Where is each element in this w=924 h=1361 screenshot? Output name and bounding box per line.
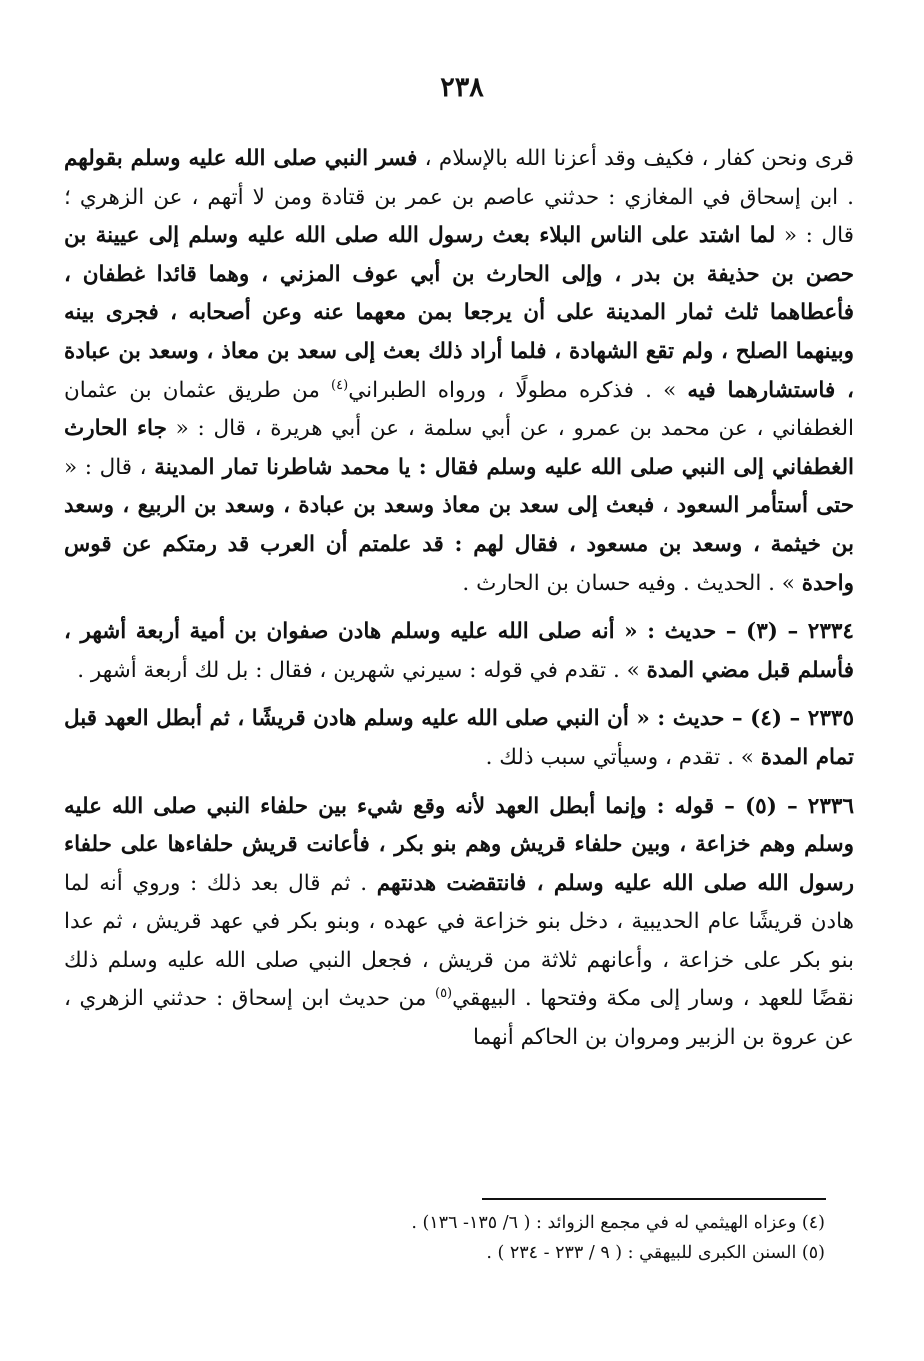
paragraph-1: [64, 140, 854, 603]
bold-text-run: لما اشتد على الناس البلاء بعث رسول الله صلى الله عليه وسلم إلى عيينة بن حصن بن حذيفة بن بدر ، وإلى الحارث بن أبي عوف المزني ، وهما قائدا غطفان ، فأعطاهما ثلث ثمار المدينة على أن يرجعا بمن معهما عنه وعن أصحابه ، فجرى بينه وبينهما الصلح ، ولم تقع الشهادة ، فلما أراد ذلك بعث إلى سعد بن معاذ ، وسعد بن عبادة ، فاستشارهما فيه: [64, 223, 854, 403]
bold-text-run: أن النبي صلى الله عليه وسلم هادن قريشًا ، ثم أبطل العهد قبل تمام المدة: [64, 706, 854, 770]
main-text: [64, 140, 854, 1058]
text-run: » . الحديث . وفيه حسان بن الحارث .: [462, 570, 802, 596]
text-run: . ثم قال بعد ذلك : وروي أنه لما هادن قريشًا عام الحديبية ، دخل بنو خزاعة في عهده ، وبنو بكر في عهد قريش ، ثم عدا بنو بكر على خزاعة ، وأعانهم ثلاثة من قريش ، فجعل النبي صلى الله عليه وسلم ذلك نقضًا للعهد ، وسار إلى مكة وفتحها . البيهقي: [64, 870, 855, 1012]
text-run: ، قال : «: [64, 454, 155, 480]
footnote-4: (٤) وعزاه الهيثمي له في مجمع الزوائد : ( ٦/ ١٣٥- ١٣٦) .: [411, 1213, 825, 1233]
bold-text-run: وإنما أبطل العهد لأنه وقع شيء بين حلفاء النبي صلى الله عليه وسلم وهم خزاعة ، وبين حلفاء قريش وهم بنو بكر ، فأعانت قريش حلفاءها على حلفاء رسول الله صلى الله عليه وسلم ، فانتقضت هدنتهم: [64, 793, 854, 896]
paragraph-2336: [64, 788, 854, 1058]
footnotes: [120, 1208, 825, 1268]
text-run: ،: [654, 493, 677, 519]
bold-text-run: فسر النبي صلى الله عليه وسلم بقولهم: [64, 146, 418, 171]
text-run: » . تقدم في قوله : سيرني شهرين ، فقال : بل لك أربعة أشهر .: [77, 657, 647, 683]
paragraph-2335: [64, 700, 854, 777]
footnote-separator: [482, 1198, 826, 1200]
bold-text-run: ٢٣٣٥ – (٤) – حديث : «: [628, 706, 854, 732]
page-number: ٢٣٨: [440, 72, 484, 103]
footnote-5: (٥) السنن الكبرى للبيهقي : ( ٩ / ٢٣٣ - ٢٣٤ ) .: [486, 1243, 825, 1263]
bold-text-run: حتى أستأمر السعود: [676, 493, 854, 519]
text-run: من حديث ابن إسحاق : حدثني الزهري ، عن عروة بن الزبير ومروان بن الحاكم أنهما: [64, 986, 854, 1051]
bold-text-run: جاء الحارث الغطفاني إلى النبي صلى الله عليه وسلم فقال : يا محمد شاطرنا تمار المدينة: [64, 416, 854, 480]
text-run: . ابن إسحاق في المغازي : حدثني عاصم بن عمر بن قتادة ومن لا أتهم ، عن الزهري ؛ قال : «: [64, 184, 854, 249]
text-run: من طريق عثمان بن عثمان الغطفاني ، عن محمد بن عمرو ، عن أبي سلمة ، عن أبي هريرة ، قال : «: [64, 377, 854, 442]
footnote-ref: (٥): [434, 986, 453, 1002]
text-run: قرى ونحن كفار ، فكيف وقد أعزنا الله بالإسلام ،: [417, 146, 854, 171]
paragraph-2334: [64, 613, 854, 690]
bold-text-run: أنه صلى الله عليه وسلم هادن صفوان بن أمية أربعة أشهر ، فأسلم قبل مضي المدة: [64, 619, 854, 683]
bold-text-run: ٢٣٣٤ – (٣) – حديث : «: [614, 619, 854, 645]
text-run: » . فذكره مطولًا ، ورواه الطبراني: [348, 377, 688, 403]
text-run: » . تقدم ، وسيأتي سبب ذلك .: [485, 744, 761, 770]
bold-text-run: ٢٣٣٦ – (٥) – قوله :: [646, 793, 854, 819]
bold-text-run: فبعث إلى سعد بن معاذ وسعد بن عبادة ، وسعد بن الربيع ، وسعد بن خيثمة ، وسعد بن مسعود ، فقال لهم : قد علمتم أن العرب قد رمتكم عن قوس واحدة: [64, 493, 854, 596]
footnote-ref: (٤): [331, 377, 349, 393]
